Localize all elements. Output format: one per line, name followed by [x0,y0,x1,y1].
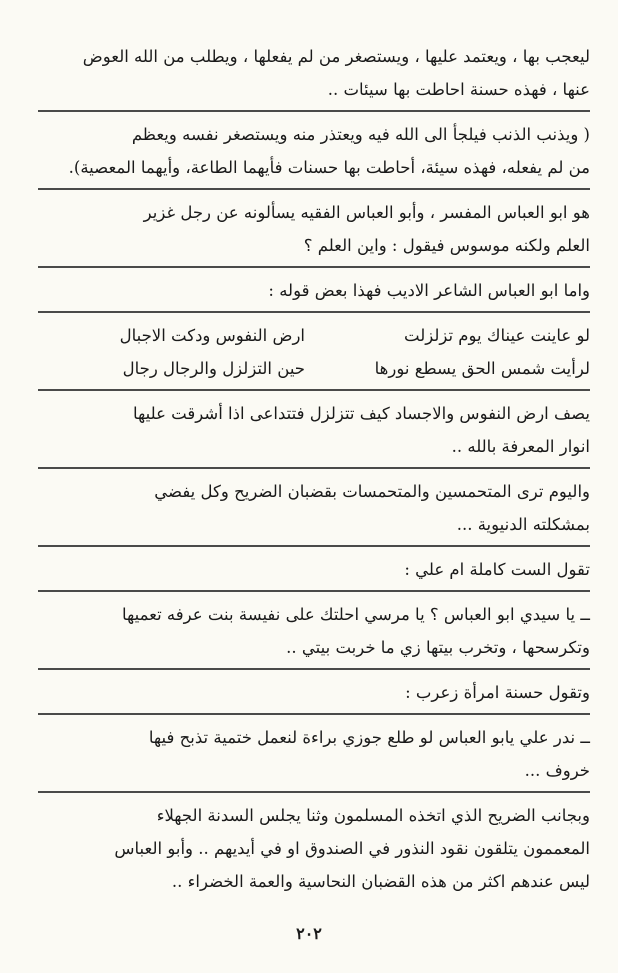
paragraph-divider [38,791,590,793]
text-line: وتقول حسنة امرأة زعرب : [405,683,590,702]
paragraph-divider [38,713,590,715]
text-line: ليعجب بها ، ويعتمد عليها ، ويستصغر من لم يفعلها ، ويطلب من الله العوض [82,47,590,66]
text-line: وبجانب الضريح الذي اتخذه المسلمون وثنا يجلس السدنة الجهلاء [156,806,590,825]
paragraph-divider [38,467,590,469]
verse-second-hemistich: حين التزلزل والرجال رجال [122,359,305,378]
paragraph-11 [38,799,590,898]
text-line: وتكرسحها ، وتخرب بيتها زي ما خربت بيتي .. [286,638,590,657]
paragraph-divider [38,590,590,592]
text-line: واما ابو العباس الشاعر الاديب فهذا بعض قوله : [268,281,590,300]
text-line: من لم يفعله، فهذه سيئة، أحاطت بها حسنات فأيهما الطاعة، وأيهما المعصية). [68,158,590,177]
page-number: ٢٠٢ [296,924,322,943]
paragraph-divider [38,311,590,313]
text-line: العلم ولكنه موسوس فيقول : واين العلم ؟ [303,236,590,255]
paragraph-2 [38,118,590,184]
verse-first-hemistich: لرأيت شمس الحق يسطع نورها [374,359,590,378]
paragraph-divider [38,188,590,190]
text-line: ( ويذنب الذنب فيلجأ الى الله فيه ويعتذر منه ويستصغر نفسه ويعظم [131,125,590,144]
text-line: واليوم ترى المتحمسين والمتحمسات بقضبان الضريح وكل يفضي [154,482,590,501]
paragraph-divider [38,110,590,112]
text-line: ــ يا سيدي ابو العباس ؟ يا مرسي احلتك على نفيسة بنت عرفه تعميها [121,605,590,624]
paragraph-9 [38,676,590,709]
verse-second-hemistich: ارض النفوس ودكت الاجبال [119,326,305,345]
text-line: عنها ، فهذه حسنة احاطت بها سيئات .. [327,80,590,99]
paragraph-5 [38,397,590,463]
poem-verses [38,319,590,385]
text-line: خروف ... [524,761,590,780]
paragraph-divider [38,266,590,268]
paragraph-1 [38,40,590,106]
text-line: تقول الست كاملة ام علي : [404,560,590,579]
text-line: يصف ارض النفوس والاجساد كيف تتزلزل فتتداعى اذا أشرقت عليها [133,404,590,423]
text-line: ــ ندر علي يابو العباس لو طلع جوزي براءة لنعمل ختمية تذبح فيها [148,728,590,747]
text-line: ليس عندهم اكثر من هذه القضبان النحاسية والعمة الخضراء .. [171,872,590,891]
paragraph-3 [38,196,590,262]
text-line: بمشكلته الدنيوية ... [456,515,590,534]
text-line: هو ابو العباس المفسر ، وأبو العباس الفقيه يسألونه عن رجل غزير [143,203,590,222]
paragraph-10 [38,721,590,787]
verse-first-hemistich: لو عاينت عيناك يوم تزلزلت [404,326,590,345]
paragraph-4 [38,274,590,307]
paragraph-divider [38,668,590,670]
text-line: انوار المعرفة بالله .. [451,437,590,456]
paragraph-divider [38,545,590,547]
paragraph-7 [38,553,590,586]
paragraph-8 [38,598,590,664]
paragraph-6 [38,475,590,541]
text-line: المعممون يتلقون نقود النذور في الصندوق او في أيديهم .. وأبو العباس [114,839,590,858]
paragraph-divider [38,389,590,391]
